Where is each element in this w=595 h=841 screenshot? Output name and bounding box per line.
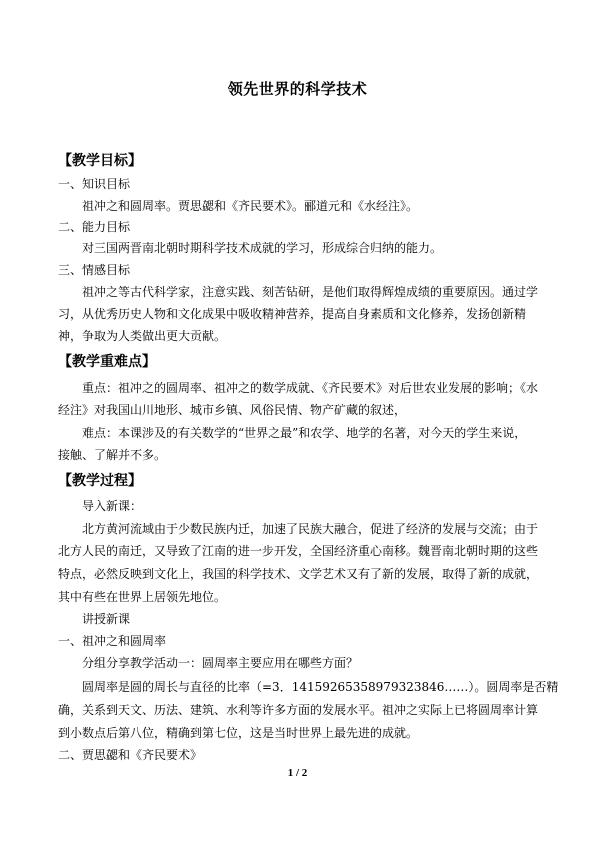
difficulty-line: 接触、了解并不多。 [58, 448, 167, 462]
ability-goal-text: 对三国两晋南北朝时期科学技术成就的学习，形成综合归纳的能力。 [82, 241, 443, 255]
intro-line: 北方人民的南迁，又导致了江南的进一步开发，全国经济重心南移。魏晋南北朝时期的这些 [58, 544, 539, 558]
focus-line: 经注》对我国山川地形、城市乡镇、风俗民情、物产矿藏的叙述， [58, 403, 407, 417]
part2-label: 二、贾思勰和《齐民要术》 [58, 748, 203, 762]
emotion-goal-line: 神，争取为人类做出更大贡献。 [58, 329, 227, 343]
ability-goal-label: 二、能力目标 [58, 220, 131, 234]
emotion-goal-line: 习，从优秀历史人物和文化成果中吸收精神营养，提高自身素质和文化修养，发扬创新精 [58, 307, 527, 321]
intro-line: 其中有些在世界上居领先地位。 [58, 590, 227, 604]
section-heading-key-points: 【教学重难点】 [58, 354, 156, 370]
difficulty-line: 难点：本课涉及的有关数学的“世界之最”和农学、地学的名著，对今天的学生来说， [82, 426, 527, 440]
intro-label: 导入新课： [82, 499, 143, 513]
document-title: 领先世界的科学技术 [227, 80, 368, 98]
lecture-label: 讲授新课 [82, 612, 131, 626]
part1-label: 一、祖冲之和圆周率 [58, 634, 167, 648]
activity1-question: 分组分享教学活动一：圆周率主要应用在哪些方面？ [82, 656, 359, 670]
pi-line: 确，关系到天文、历法、建筑、水利等许多方面的发展水平。祖冲之实际上已将圆周率计算 [58, 703, 539, 717]
pi-line: 到小数点后第八位，精确到第七位，这是当时世界上最先进的成就。 [58, 726, 419, 740]
intro-line: 北方黄河流域由于少数民族内迁，加速了民族大融合，促进了经济的发展与交流；由于 [82, 522, 539, 536]
focus-line: 重点：祖冲之的圆周率、祖冲之的数学成就、《齐民要术》对后世农业发展的影响；《水 [82, 381, 539, 395]
emotion-goal-line: 祖冲之等古代科学家，注意实践、刻苦钻研，是他们取得辉煌成绩的重要原因。通过学 [82, 285, 539, 299]
emotion-goal-label: 三、情感目标 [58, 263, 131, 277]
section-heading-process: 【教学过程】 [58, 473, 142, 489]
intro-line: 特点，必然反映到文化上，我国的科学技术、文学艺术又有了新的发展，取得了新的成就， [58, 567, 539, 581]
pi-line: 圆周率是圆的周长与直径的比率（=3．14159265358979323846……）。圆周率是否精 [82, 680, 559, 694]
knowledge-goal-text: 祖冲之和圆周率。贾思勰和《齐民要术》。郦道元和《水经注》。 [82, 199, 419, 213]
page-number: 1 / 2 [287, 767, 308, 779]
section-heading-goals: 【教学目标】 [58, 153, 142, 169]
knowledge-goal-label: 一、知识目标 [58, 177, 131, 191]
